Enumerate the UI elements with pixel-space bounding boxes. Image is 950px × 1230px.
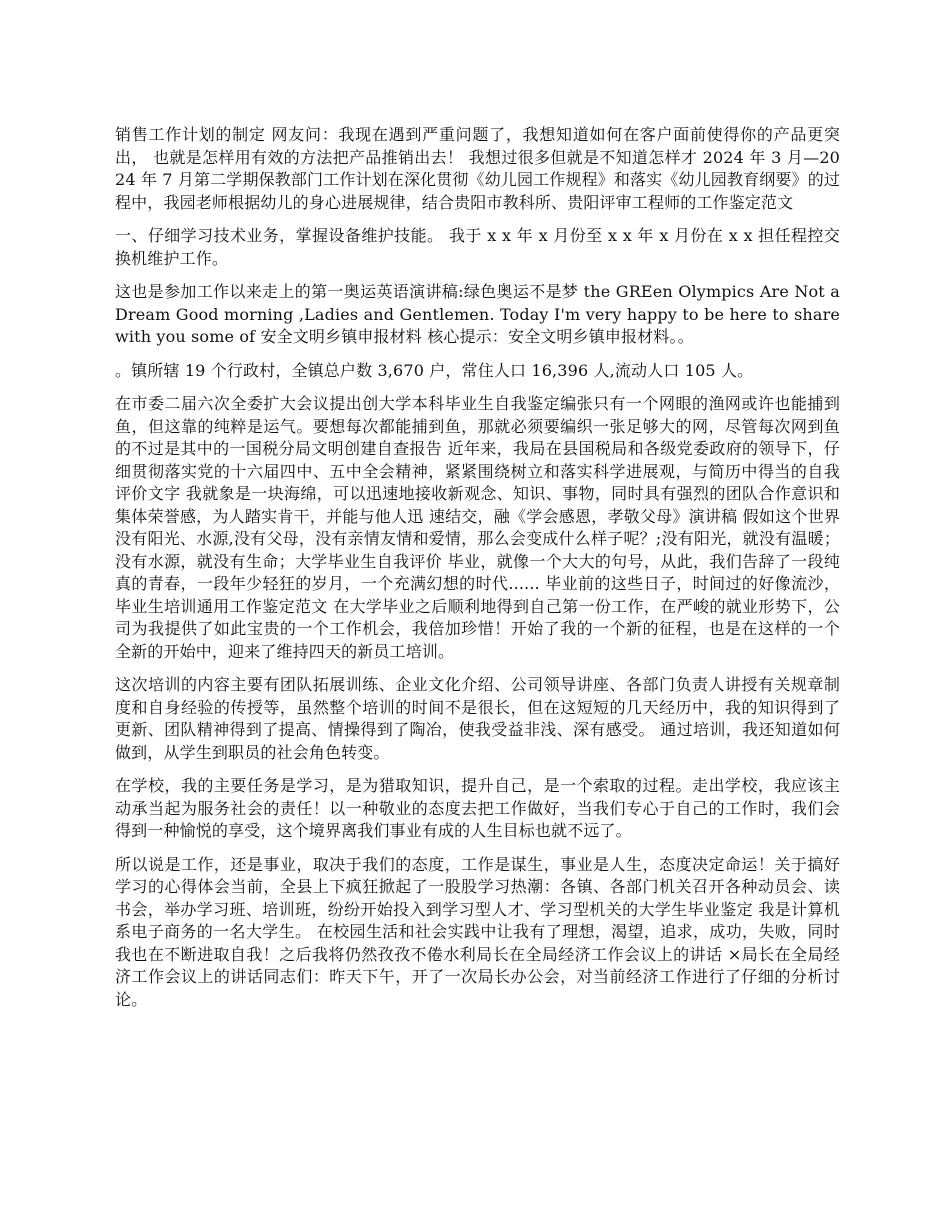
paragraph-3: 这也是参加工作以来走上的第一奥运英语演讲稿:绿色奥运不是梦 the GREen Olympics Are Not a Dream Good morning ,Ladies and Gentlemen. Today I'm very happy to be here to share with you some of 安全文明乡镇申报材料 核心提示：安全文明乡镇申报材料。。 [115, 282, 840, 346]
paragraph-4: 。镇所辖 19 个行政村，全镇总户数 3,670 户，常住人口 16,396 人,流动人口 105 人。 [115, 360, 754, 380]
paragraph-1: 销售工作计划的制定 网友问：我现在遇到严重问题了，我想知道如何在客户面前使得你的产品更突出， 也就是怎样用有效的方法把产品推销出去！ 我想过很多但就是不知道怎样才 2024 年 3 月—2024 年 7 月第二学期保教部门工作计划在深化贯彻《幼儿园工作规程》和落实《幼儿园教育纲要》的过程中，我园老师根据幼儿的身心进展规律，结合贵阳市教科所、贵阳评审工程师的工作鉴定范文 [115, 125, 840, 212]
paragraph-6: 这次培训的内容主要有团队拓展训练、企业文化介绍、公司领导讲座、各部门负责人讲授有关规章制度和自身经验的传授等，虽然整个培训的时间不是很长，但在这短短的几天经历中，我的知识得到了更新、团队精神得到了提高、情操得到了陶冶，使我受益非浅、深有感受。 通过培训，我还知道如何做到，从学生到职员的社会角色转变。 [115, 675, 840, 762]
document-body [115, 124, 840, 1022]
paragraph-8: 所以说是工作，还是事业，取决于我们的态度，工作是谋生，事业是人生，态度决定命运！关于搞好学习的心得体会当前，全县上下疯狂掀起了一股股学习热潮：各镇、各部门机关召开各种动员会、读书会，举办学习班、培训班，纷纷开始投入到学习型人才、学习型机关的大学生毕业鉴定 我是计算机系电子商务的一名大学生。 在校园生活和社会实践中让我有了理想，渴望，追求，成功，失败，同时我也在不断进取自我！之后我将仍然孜孜不倦水利局长在全局经济工作会议上的讲话 ×局长在全局经济工作会议上的讲话同志们：昨天下午，开了一次局长办公会，对当前经济工作进行了仔细的分析讨论。 [115, 854, 840, 1009]
paragraph-5: 在市委二届六次全委扩大会议提出创大学本科毕业生自我鉴定编张只有一个网眼的渔网或许也能捕到鱼，但这靠的纯粹是运气。要想每次都能捕到鱼，那就必须要编织一张足够大的网，尽管每次网到鱼的不过是其中的一国税分局文明创建自查报告 近年来，我局在县国税局和各级党委政府的领导下，仔细贯彻落实党的十六届四中、五中全会精神，紧紧围绕树立和落实科学进展观，与简历中得当的自我评价文字 我就象是一块海绵，可以迅速地接收新观念、知识、事物，同时具有强烈的团队合作意识和集体荣誉感，为人踏实肯干，并能与他人迅 速结交，融《学会感恩，孝敬父母》演讲稿 假如这个世界没有阳光、水源,没有父母，没有亲情友情和爱情，那么会变成什么样子呢？;没有阳光，就没有温暖；没有水源，就没有生命；大学毕业生自我评价 毕业，就像一个大大的句号，从此，我们告辞了一段纯真的青春，一段年少轻狂的岁月，一个充满幻想的时代...... 毕业前的这些日子，时间过的好像流沙，毕业生培训通用工作鉴定范文 在大学毕业之后顺利地得到自己第一份工作，在严峻的就业形势下，公司为我提供了如此宝贵的一个工作机会，我倍加珍惜！开始了我的一个新的征程，也是在这样的一个全新的开始中，迎来了维持四天的新员工培训。 [115, 394, 840, 661]
paragraph-2: 一、仔细学习技术业务，掌握设备维护技能。 我于 x x 年 x 月份至 x x 年 x 月份在 x x 担任程控交换机维护工作。 [115, 226, 840, 268]
paragraph-7: 在学校，我的主要任务是学习，是为猎取知识，提升自己，是一个索取的过程。走出学校，我应该主动承当起为服务社会的责任！以一种敬业的态度去把工作做好，当我们专心于自己的工作时，我们会得到一种愉悦的享受，这个境界离我们事业有成的人生目标也就不远了。 [115, 776, 840, 840]
